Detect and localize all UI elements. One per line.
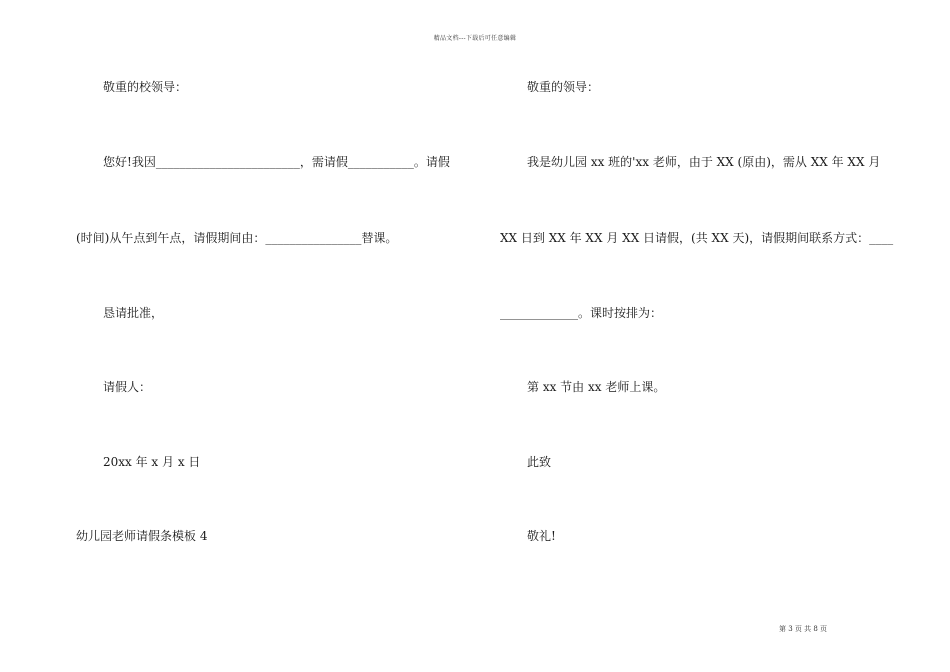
body-line: _____________。课时按排为： xyxy=(500,306,663,320)
right-column xyxy=(475,0,950,672)
greeting: 敬重的校领导： xyxy=(103,80,188,94)
request-line: 您好!我因________________________，需请假___________。请假 xyxy=(103,155,450,169)
page-indicator: 第 3 页 共 8 页 xyxy=(779,625,828,633)
body-line: 我是幼儿园 xx 班的'xx 老师，由于 XX (原由)，需从 XX 年 XX 月 xyxy=(527,155,881,169)
time-line: (时间)从午点到午点，请假期间由：________________替课。 xyxy=(76,231,398,245)
closing-line: 敬礼! xyxy=(527,529,556,543)
arrangement-line: 第 xx 节由 xx 老师上课。 xyxy=(527,380,666,394)
closing-line: 此致 xyxy=(527,455,552,469)
template-title: 幼儿园老师请假条模板 4 xyxy=(76,529,208,543)
date-line: 20xx 年 x 月 x 日 xyxy=(103,455,201,469)
body-line: XX 日到 XX 年 XX 月 XX 日请假，(共 XX 天)，请假期间联系方式：____ xyxy=(500,231,894,245)
signature-label: 请假人： xyxy=(103,380,152,394)
page-header: 精品文档---下载后可任意编辑 xyxy=(433,35,517,42)
approval-line: 恳请批准， xyxy=(103,306,164,320)
greeting: 敬重的领导： xyxy=(527,80,600,94)
